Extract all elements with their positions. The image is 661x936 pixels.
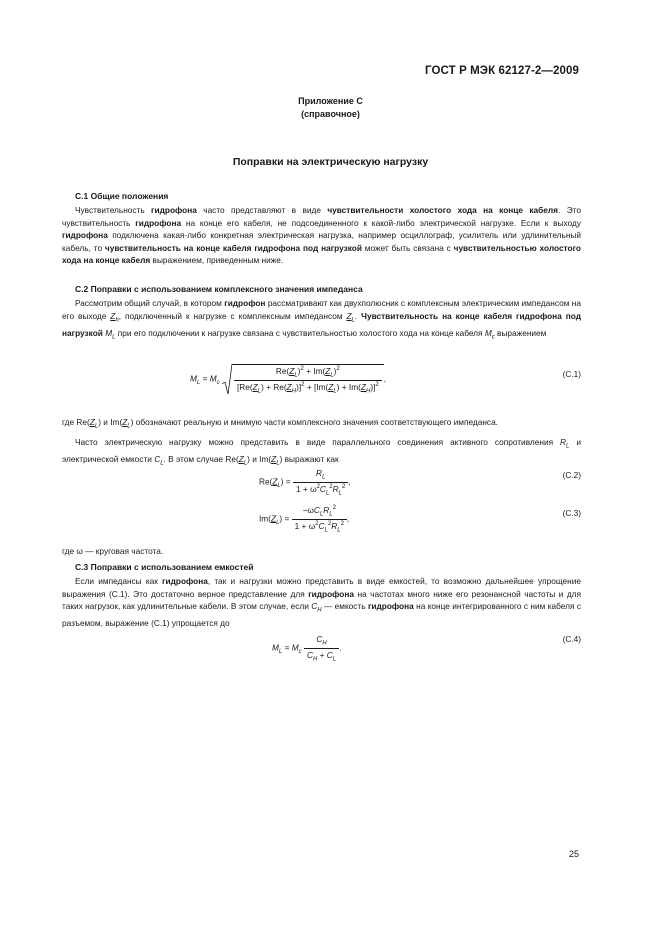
appendix-title: Поправки на электрическую нагрузку: [232, 156, 429, 168]
equation-number-c3: (С.3): [562, 508, 581, 518]
appendix-label: Приложение С: [298, 96, 363, 106]
section-heading-c2: С.2 Поправки с использованием комплексного значения импеданса: [75, 284, 363, 294]
parallel-load-text: Часто электрическую нагрузку можно представить в виде параллельного соединения активного сопротивления $R_L$ и электрической емкости $C_L$. В этом случае $Re(Z_L)$ и $Im(Z_L)$ выражают как: [62, 437, 581, 467]
page-number: 25: [568, 849, 579, 859]
section-c3-text: Если импедансы как гидрофона, так и нагрузки можно представить в виде емкостей, то возможно дальнейшее упрощение выражения (С.1). Это достаточно верное представление для гидрофона на частотах много ниже его резонансной частоты и для таких нагрузок, как удлинительные кабели. В этом случае, если $C_H$ — емкость гидрофона на конце интегрированного с ним кабеля с разъемом, выражение (С.1) упрощается до: [62, 576, 582, 629]
equation-c2: $Re(Z_L)$ = $\frac{R_L}{1 + \omega^2C_L^2R_L^2}$ ,: [259, 468, 351, 497]
equation-number-c2: (С.2): [562, 470, 581, 480]
equation-number-c1: (С.1): [562, 369, 581, 379]
appendix-type: (справочное): [301, 109, 360, 119]
standard-header: ГОСТ Р МЭК 62127-2—2009: [425, 65, 579, 77]
impedance-parts-text: где $Re(Z_L)$ и $Im(Z_L)$ обозначают реальную и мнимую части комплексного значения соответствующего импеданса.: [62, 417, 498, 430]
equation-c4: $M_L = M_c$ $\frac{C_H}{C_H + C_L}$ .: [272, 634, 342, 663]
equation-c3: $Im(Z_L)$ = $\frac{-\omega C_LR_L^2}{1 + \omega^2C_L^2R_L^2}$ ,: [259, 505, 350, 534]
section-heading-c3: С.3 Поправки с использованием емкостей: [75, 562, 254, 572]
section-heading-c1: С.1 Общие положения: [75, 191, 169, 201]
equation-c1: $M_L = M_c$ $\frac{Re(Z_L)^2 + Im(Z_L)^2}{[Re(Z_L) + Re(Z_H)]^2 + [Im(Z_L) + Im(Z_H)]^2}$ ,: [190, 366, 387, 395]
section-c2-text: Рассмотрим общий случай, в котором гидрофон рассматривают как двухполюсник с комплексным электрическим импедансом на его выходе $Z_h$, подключенный к нагрузке с комплексным импедансом $Z_L$. Чувствительность на конце кабеля гидрофона под нагрузкой $M_L$ при его подключении к нагрузке связана с чувствительностью холостого хода на конце кабеля $M_c$ выражением: [62, 298, 581, 341]
equation-number-c4: (С.4): [562, 634, 581, 644]
omega-definition: где ω — круговая частота.: [62, 546, 164, 556]
section-c1-text: Чувствительность гидрофона часто представляют в виде чувствительности холостого хода на конце кабеля. Это чувствительность гидрофона на конце его кабеля, не подсоединенного к какой-либо электрической нагрузке. Если к выходу гидрофона подключена какая-либо конкретная электрическая нагрузка, например осциллограф, усилитель или удлинительный кабель, то чувствительность на конце кабеля гидрофона под нагрузкой может быть связана с чувствительностью холостого хода на конце кабеля выражением, приведенным ниже.: [62, 205, 581, 266]
